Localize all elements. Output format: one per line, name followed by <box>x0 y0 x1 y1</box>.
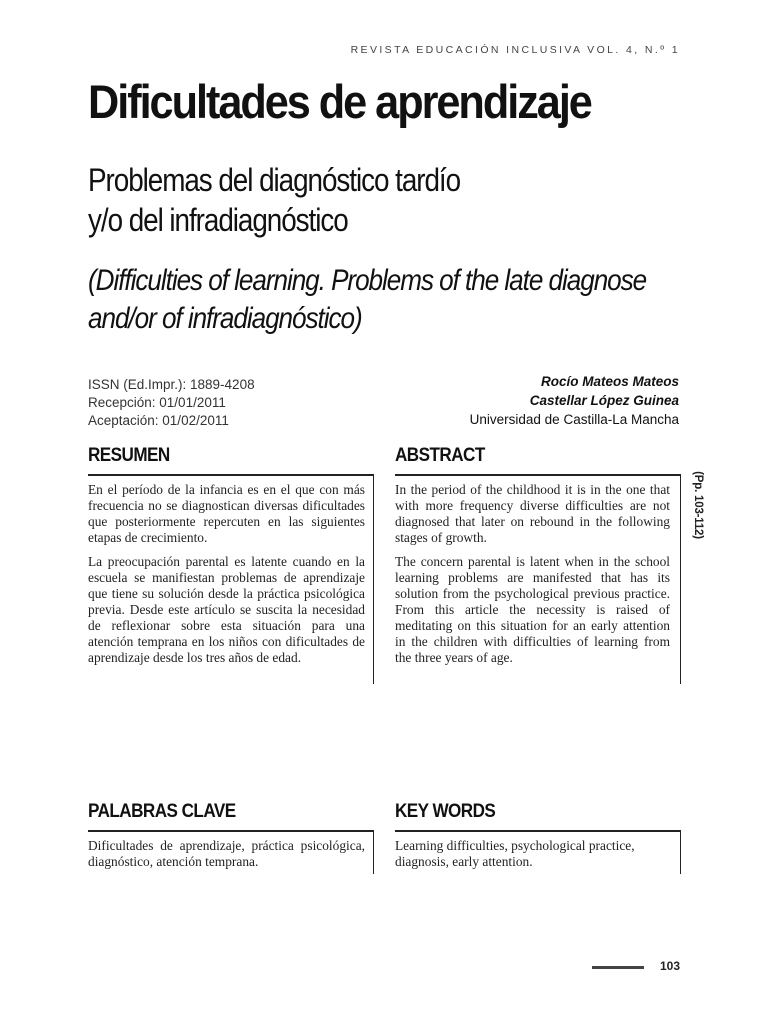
abstract-box <box>395 474 681 684</box>
key-words-text: Learning difficulties, psychological practice, diagnosis, early attention. <box>395 838 635 869</box>
page-number: 103 <box>660 959 681 973</box>
article-title: Dificultades de aprendizaje <box>88 75 591 128</box>
authors-block <box>470 372 679 429</box>
author-name: Rocío Mateos Mateos <box>540 374 679 389</box>
resumen-text <box>88 476 373 666</box>
abstract-text <box>395 476 680 666</box>
english-title <box>88 262 646 338</box>
palabras-clave-box <box>88 830 374 874</box>
subtitle-line-1: Problemas del diagnóstico tardío <box>88 162 461 198</box>
issn: ISSN (Ed.Impr.): 1889-4208 <box>88 377 255 392</box>
footer-rule <box>592 966 644 969</box>
page-range-text: (Pp. 103-112) <box>692 471 704 539</box>
subtitle-line-2: y/o del infradiagnóstico <box>88 202 348 238</box>
publication-meta <box>88 376 255 430</box>
resumen-box <box>88 474 374 684</box>
affiliation: Universidad de Castilla-La Mancha <box>469 412 679 427</box>
palabras-clave-text: Dificultades de aprendizaje, práctica psicológica, diagnóstico, atención temprana. <box>88 838 365 869</box>
reception-date: Recepción: 01/01/2011 <box>88 395 226 410</box>
english-title-line-2: and/or of infradiagnóstico) <box>88 302 362 335</box>
palabras-clave-heading: PALABRAS CLAVE <box>88 801 236 822</box>
acceptance-date: Aceptación: 01/02/2011 <box>88 413 229 428</box>
resumen-heading: RESUMEN <box>88 445 170 466</box>
journal-header: REVISTA EDUCACIÓN INCLUSIVA VOL. 4, N.º 1 <box>350 44 680 56</box>
abstract-heading: ABSTRACT <box>395 445 485 466</box>
resumen-paragraph: La preocupación parental es latente cuando en la escuela se manifiestan problemas de aprendizaje que tiene su solución desde la práctica psicológica previa. Desde este artículo se suscita la necesidad de reflexionar sobre esta situación para una atención temprana en los niños con dificultades de aprendizaje desde los tres años de edad. <box>88 554 365 665</box>
abstract-paragraph: In the period of the childhood it is in the one that with more frequency diverse difficulties are not diagnosed that later on rebound in the following stages of growth. <box>395 482 670 545</box>
abstract-paragraph: The concern parental is latent when in the school learning problems are manifested that has its solution from the psychological previous practice. From this article the necessity is raised of meditating on this situation for an early attention in the children with difficulties of learning from the three years of age. <box>395 554 670 665</box>
key-words-heading: KEY WORDS <box>395 801 496 822</box>
key-words-box <box>395 830 681 874</box>
english-title-line-1: (Difficulties of learning. Problems of the late diagnose <box>88 264 647 297</box>
author-name: Castellar López Guinea <box>529 393 679 408</box>
page-range-label <box>688 470 708 540</box>
article-subtitle <box>88 160 460 240</box>
resumen-paragraph: En el período de la infancia es en el que con más frecuencia no se diagnostican diversas dificultades que posteriormente repercuten en las siguientes etapas de crecimiento. <box>88 482 365 545</box>
